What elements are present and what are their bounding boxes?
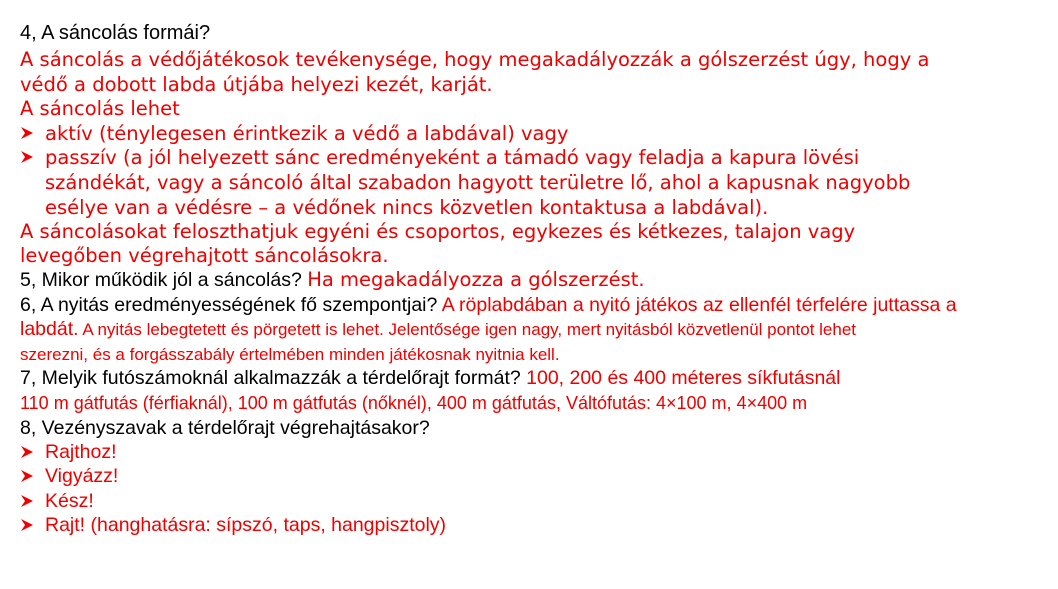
- question-6: 6, A nyitás eredményességének fő szempontjai?: [20, 294, 442, 316]
- q4-text-line-1: A sáncolás a védőjátékosok tevékenysége, hogy megakadályozzák a gólszerzést úgy, hogy a: [20, 48, 930, 71]
- q4-bullet-2-line-1: passzív (a jól helyezett sánc eredményeként a támadó vagy feladja a kapura lövési: [45, 146, 860, 169]
- q4-bullet-1: aktív (ténylegesen érintkezik a védő a labdával) vagy: [45, 122, 569, 145]
- q6-answer-line-3: szerezni, és a forgásszabály értelmében minden játékosnak nyitnia kell.: [20, 345, 560, 364]
- q8-item-1: Rajthoz!: [45, 441, 117, 463]
- question-8: 8, Vezényszavak a térdelőrajt végrehajtásakor?: [20, 417, 430, 439]
- question-7-line: [20, 369, 841, 389]
- question-6-line: [20, 296, 957, 316]
- q8-item-4: Rajt! (hanghatásra: sípszó, taps, hangpisztoly): [45, 514, 447, 536]
- q4-text-line-5: levegőben végrehajtott sáncolásokra.: [20, 244, 389, 267]
- question-4: 4, A sáncolás formái?: [20, 22, 211, 44]
- question-7: 7, Melyik futószámoknál alkalmazzák a térdelőrajt formát?: [20, 367, 527, 389]
- q6-answer-labdat: labdát.: [20, 318, 79, 340]
- question-5: 5, Mikor működik jól a sáncolás?: [20, 269, 308, 291]
- arrowhead-bullet-icon: [20, 494, 40, 508]
- arrowhead-bullet-icon: [20, 126, 40, 140]
- q4-bullet-2-line-2: szándékát, vagy a sáncoló által szabadon hagyott területre lő, ahol a kapusnak nagyobb: [45, 171, 911, 194]
- q4-text-line-4: A sáncolásokat feloszthatjuk egyéni és csoportos, egykezes és kétkezes, talajon vagy: [20, 220, 856, 243]
- q7-answer-line-2: 110 m gátfutás (férfiaknál), 100 m gátfutás (nőknél), 400 m gátfutás, Váltófutás: 4×100 m, 4×400 m: [20, 393, 808, 413]
- q7-answer-line-1: 100, 200 és 400 méteres síkfutásnál: [526, 367, 841, 389]
- arrowhead-bullet-icon: [20, 518, 40, 532]
- q8-item-2: Vigyázz!: [45, 465, 119, 487]
- arrowhead-bullet-icon: [20, 445, 40, 459]
- q6-answer-line-2: [20, 320, 856, 340]
- arrowhead-bullet-icon: [20, 469, 40, 483]
- q6-answer-detail: A nyitás lebegtetett és pörgetett is lehet. Jelentősége igen nagy, mert nyitásból közvetlenül pontot lehet: [78, 320, 857, 339]
- q6-answer-line-1: A röplabdában a nyitó játékos az ellenfél térfelére juttassa a: [441, 294, 957, 316]
- arrowhead-bullet-icon: [20, 150, 40, 164]
- q5-answer: Ha megakadályozza a gólszerzést.: [307, 268, 645, 291]
- q4-text-line-2: védő a dobott labda útjába helyezi kezét, karját.: [20, 73, 493, 96]
- q4-text-line-3: A sáncolás lehet: [20, 97, 180, 120]
- question-5-line: [20, 270, 645, 291]
- q8-item-3: Kész!: [45, 490, 94, 512]
- q4-bullet-2-line-3: esélye van a védésre – a védőnek nincs közvetlen kontaktusa a labdával).: [45, 196, 769, 219]
